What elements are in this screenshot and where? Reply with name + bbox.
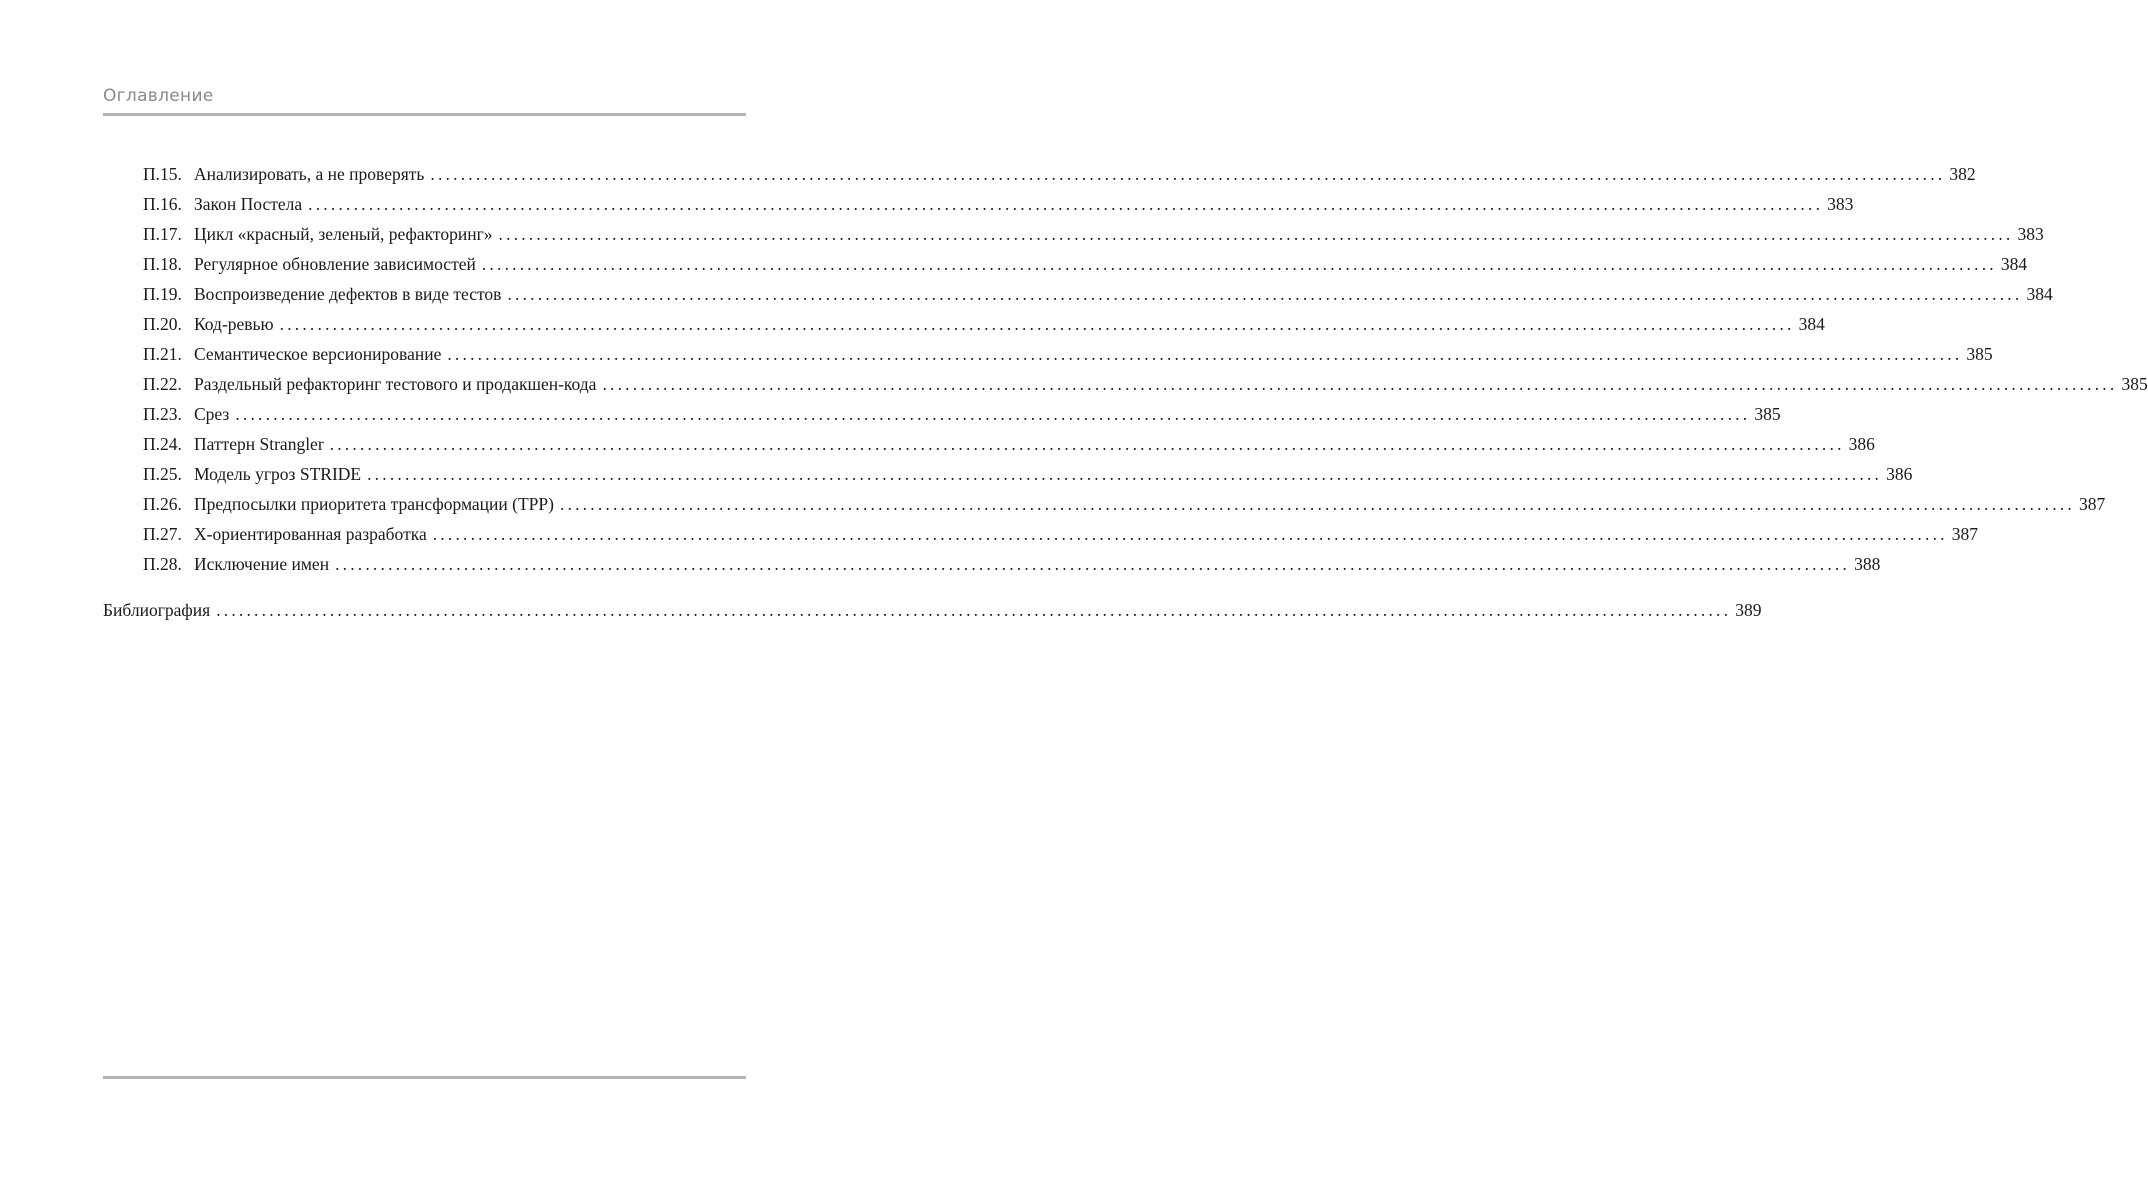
toc-entry[interactable] [143, 403, 1781, 425]
toc-entry[interactable] [143, 163, 1976, 185]
toc-entry-page: 387 [2078, 494, 2106, 514]
toc-entry[interactable] [143, 463, 1913, 485]
toc-entry-number: П.22. [143, 374, 182, 394]
toc-leader-dots: ........................................................................................................................................................................................................ [432, 524, 1948, 544]
toc-entry-title: Исключение имен [194, 554, 330, 574]
toc-leader-dots: ........................................................................................................................................................................................................ [559, 494, 2075, 514]
toc-entry-page: 386 [1886, 464, 1913, 484]
toc-entry-title: Регулярное обновление зависимостей [194, 254, 476, 274]
toc-entry[interactable] [143, 223, 2044, 245]
toc-entry-title: Предпосылки приоритета трансформации (TPP) [194, 494, 554, 514]
toc-entry-number: П.27. [143, 524, 182, 544]
toc-entry[interactable] [143, 253, 2028, 275]
running-head: Оглавление [103, 86, 214, 106]
toc-entry-number: П.26. [143, 494, 182, 514]
toc-entry-page: 383 [1827, 194, 1854, 214]
toc-leader-dots: ........................................................................................................................................................................................................ [430, 164, 1946, 184]
toc-entry-number: П.25. [143, 464, 182, 484]
toc-entry-number: П.19. [143, 284, 182, 304]
toc-entry-page: 385 [1966, 344, 1993, 364]
toc-entry-title: Цикл «красный, зеленый, рефакторинг» [194, 224, 493, 244]
toc-entry-bibliography[interactable] [103, 599, 1762, 621]
toc-entry-title: Раздельный рефакторинг тестового и продакшен-кода [194, 374, 597, 394]
toc-entry-number: П.16. [143, 194, 182, 214]
footer-rule [103, 1076, 746, 1079]
toc-entry-page: 384 [1798, 314, 1825, 334]
toc-entry-title: X-ориентированная разработка [194, 524, 427, 544]
toc-entry-page: 384 [2026, 284, 2053, 304]
toc-entry[interactable] [143, 313, 1825, 335]
toc-entry-page: 388 [1854, 554, 1881, 574]
toc-entry-title: Библиография [103, 600, 211, 620]
toc-entry[interactable] [143, 193, 1854, 215]
toc-leader-dots: ........................................................................................................................................................................................................ [308, 194, 1824, 214]
toc-entry-title: Срез [194, 404, 230, 424]
toc-leader-dots: ........................................................................................................................................................................................................ [335, 554, 1851, 574]
toc-entry-page: 389 [1735, 600, 1762, 620]
toc-leader-dots: ........................................................................................................................................................................................................ [507, 284, 2023, 304]
toc-leader-dots: ........................................................................................................................................................................................................ [447, 344, 1963, 364]
toc-entry-page: 387 [1951, 524, 1978, 544]
toc-entry-number: П.20. [143, 314, 182, 334]
toc-entry[interactable] [143, 523, 1978, 545]
toc-entry[interactable] [143, 373, 2148, 395]
toc-entry-page: 382 [1949, 164, 1976, 184]
toc-entry-page: 383 [2017, 224, 2044, 244]
toc-entry-title: Код-ревью [194, 314, 274, 334]
toc-entry[interactable] [143, 433, 1875, 455]
toc-leader-dots: ........................................................................................................................................................................................................ [279, 314, 1795, 334]
toc-entry-number: П.21. [143, 344, 182, 364]
toc-entry[interactable] [143, 343, 1993, 365]
toc-entry-page: 386 [1848, 434, 1875, 454]
toc-entry-page: 385 [2121, 374, 2148, 394]
toc-leader-dots: ........................................................................................................................................................................................................ [216, 600, 1732, 620]
toc-leader-dots: ........................................................................................................................................................................................................ [602, 374, 2118, 394]
toc-entry-number: П.18. [143, 254, 182, 274]
toc-entry-page: 385 [1754, 404, 1781, 424]
toc-entry-number: П.15. [143, 164, 182, 184]
toc-entry-title: Семантическое версионирование [194, 344, 442, 364]
toc-entry-number: П.28. [143, 554, 182, 574]
toc-entry-title: Модель угроз STRIDE [194, 464, 362, 484]
toc-entry-title: Анализировать, а не проверять [194, 164, 425, 184]
toc-entry-title: Закон Постела [194, 194, 303, 214]
toc-entry-title: Паттерн Strangler [194, 434, 324, 454]
toc-entry[interactable] [143, 553, 1881, 575]
toc-leader-dots: ........................................................................................................................................................................................................ [367, 464, 1883, 484]
toc-entry-number: П.24. [143, 434, 182, 454]
toc-entry-number: П.23. [143, 404, 182, 424]
toc-entry-title: Воспроизведение дефектов в виде тестов [194, 284, 502, 304]
toc-entry-number: П.17. [143, 224, 182, 244]
toc-leader-dots: ........................................................................................................................................................................................................ [329, 434, 1845, 454]
toc-entry[interactable] [143, 493, 2106, 515]
toc-leader-dots: ........................................................................................................................................................................................................ [498, 224, 2014, 244]
toc-leader-dots: ........................................................................................................................................................................................................ [235, 404, 1751, 424]
toc-entry[interactable] [143, 283, 2053, 305]
header-rule [103, 113, 746, 116]
toc-entry-page: 384 [2000, 254, 2028, 274]
toc-leader-dots: ........................................................................................................................................................................................................ [481, 254, 1997, 274]
